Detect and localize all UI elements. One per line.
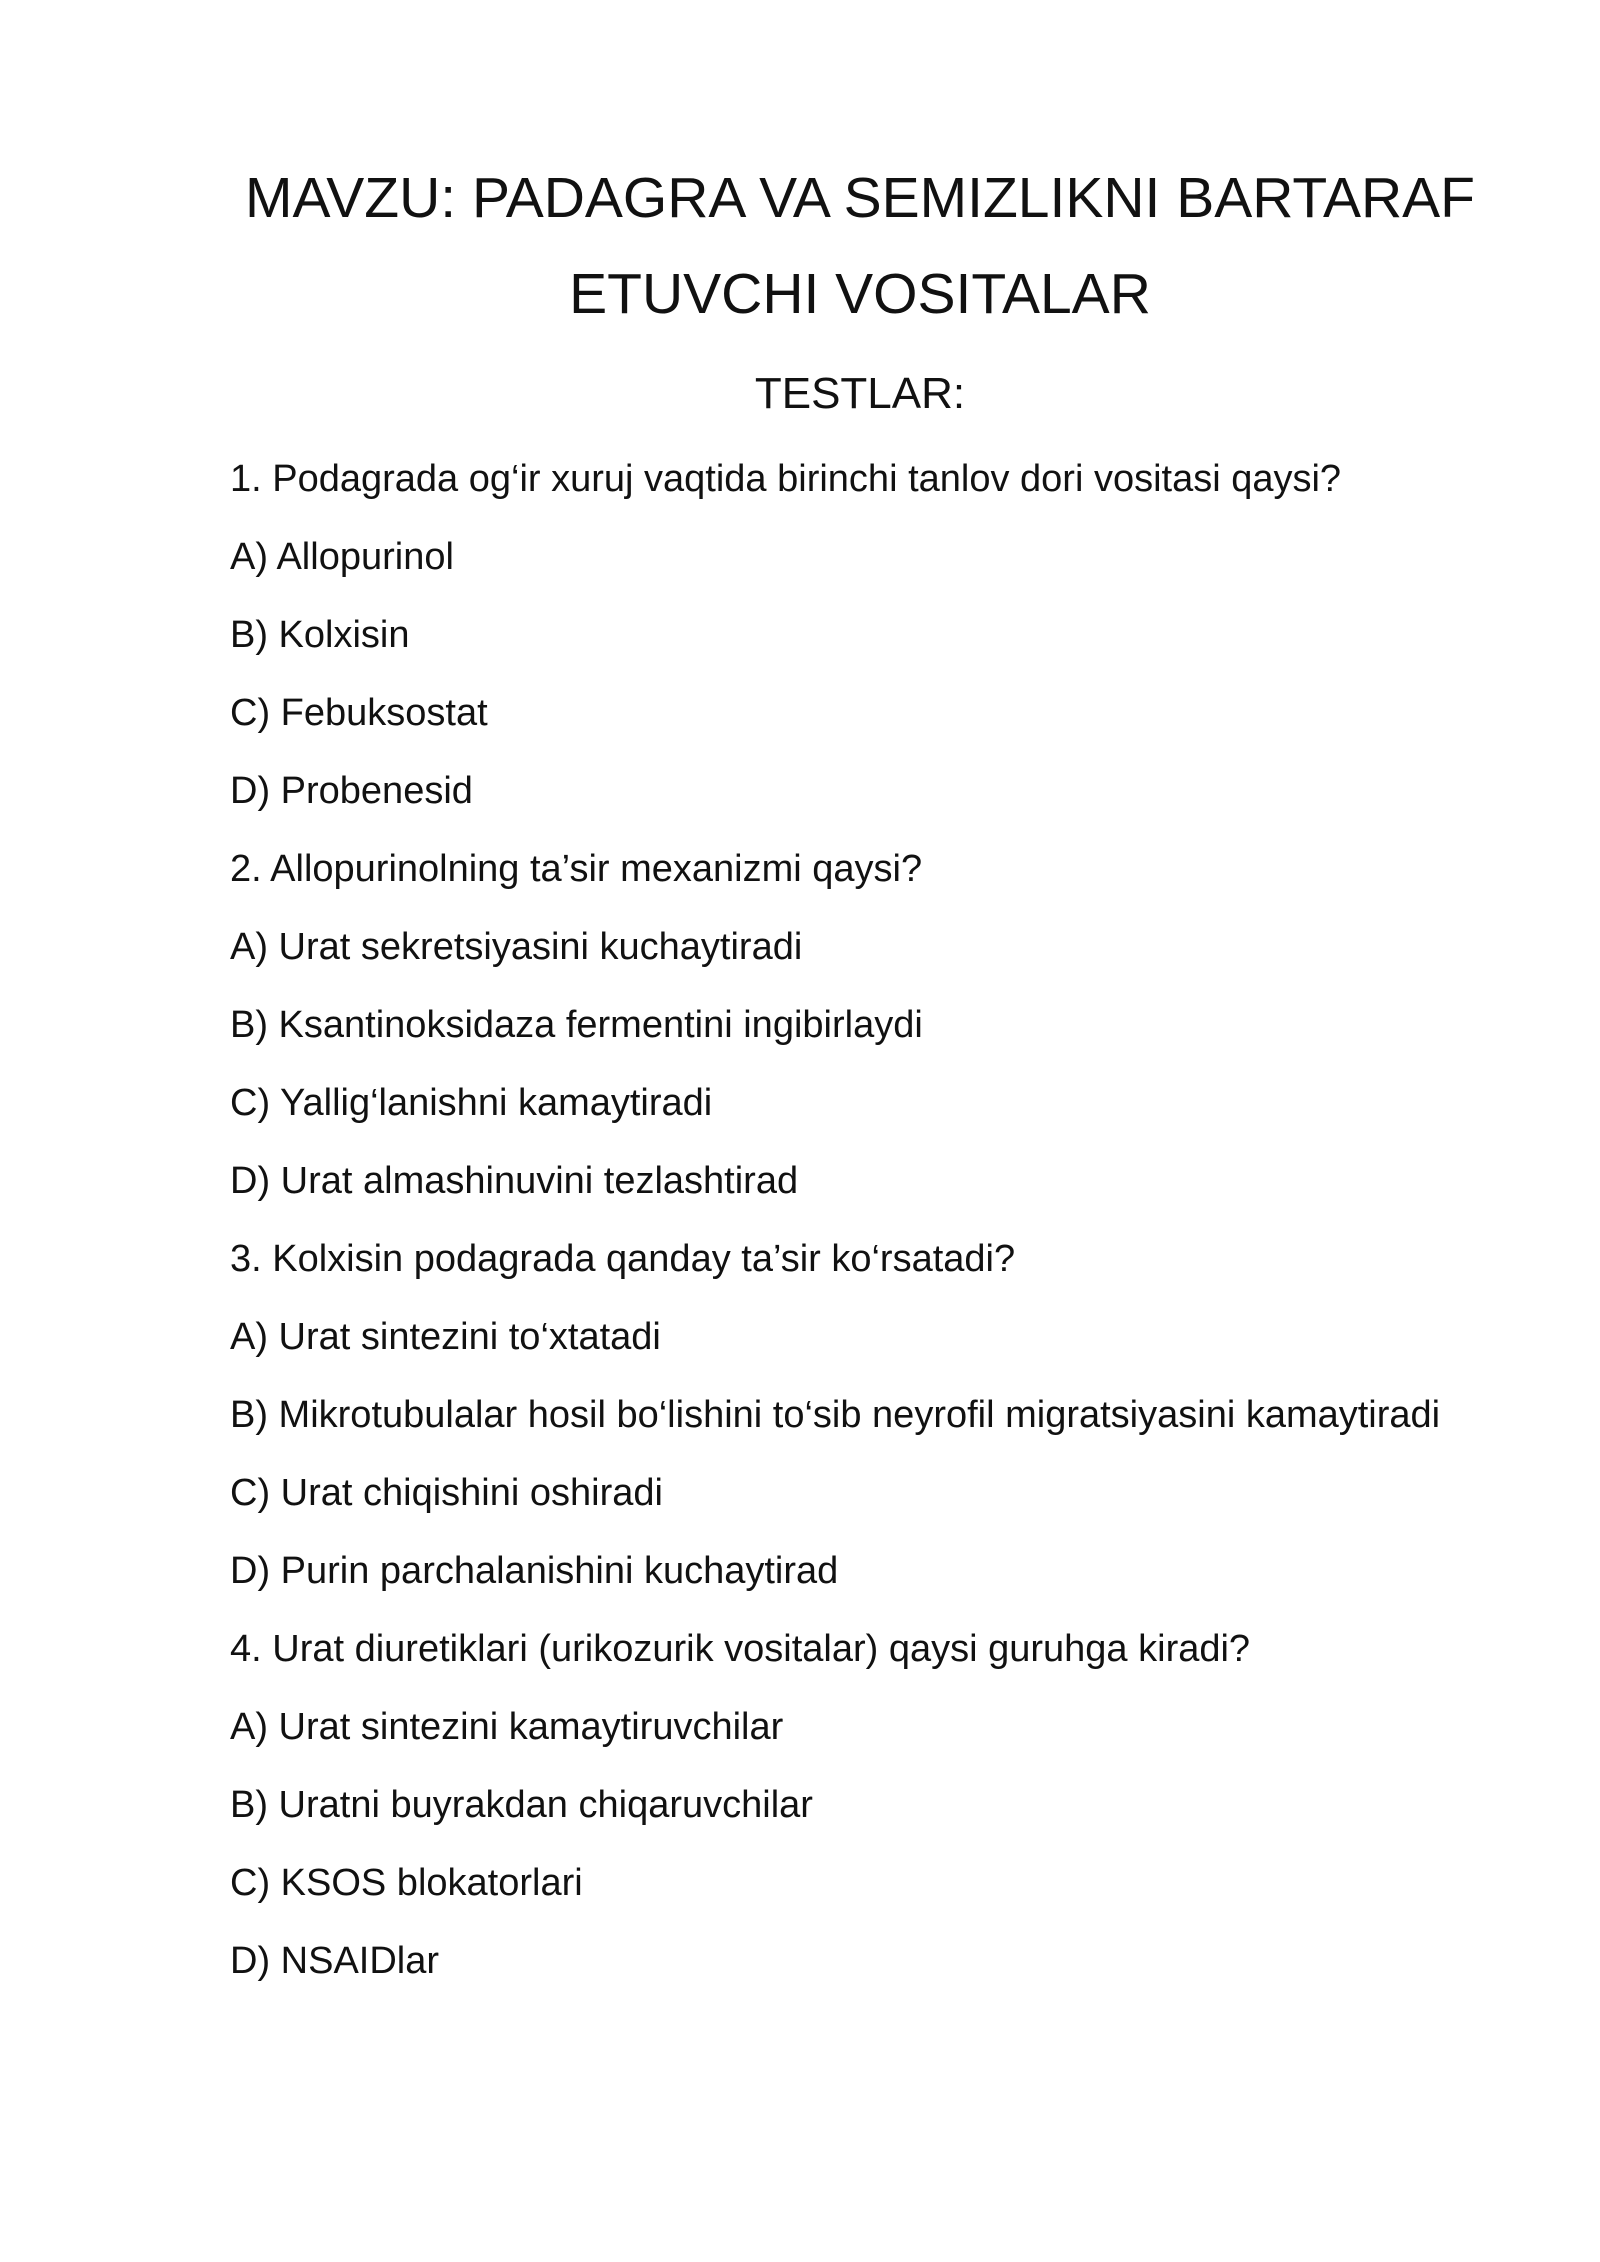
question-2-option-b: B) Ksantinoksidaza fermentini ingibirlaydi: [230, 1004, 923, 1046]
question-3-option-d: D) Purin parchalanishini kuchaytirad: [230, 1550, 839, 1592]
section-heading: TESTLAR:: [754, 369, 966, 418]
question-4-option-b: B) Uratni buyrakdan chiqaruvchilar: [230, 1784, 813, 1826]
question-2: 2. Allopurinolning ta’sir mexanizmi qaysi?: [230, 848, 923, 890]
question-3-option-b: B) Mikrotubulalar hosil bo‘lishini to‘sib neyrofil migratsiyasini kamaytiradi: [230, 1394, 1441, 1436]
question-4-option-a: A) Urat sintezini kamaytiruvchilar: [230, 1706, 784, 1748]
question-1: 1. Podagrada og‘ir xuruj vaqtida birinchi tanlov dori vositasi qaysi?: [230, 458, 1342, 500]
question-1-option-b: B) Kolxisin: [230, 614, 410, 656]
question-4: 4. Urat diuretiklari (urikozurik vositalar) qaysi guruhga kiradi?: [230, 1628, 1251, 1670]
test-questions: [230, 450, 1470, 2010]
question-1-option-a: A) Allopurinol: [230, 536, 454, 578]
question-3: 3. Kolxisin podagrada qanday ta’sir ko‘rsatadi?: [230, 1238, 1016, 1280]
question-4-option-d: D) NSAIDlar: [230, 1940, 440, 1982]
question-1-option-d: D) Probenesid: [230, 770, 473, 812]
question-2-option-a: A) Urat sekretsiyasini kuchaytiradi: [230, 926, 803, 968]
question-2-option-d: D) Urat almashinuvini tezlashtirad: [230, 1160, 799, 1202]
question-1-option-c: C) Febuksostat: [230, 692, 488, 734]
question-3-option-c: C) Urat chiqishini oshiradi: [230, 1472, 663, 1514]
document-title: MAVZU: PADAGRA VA SEMIZLIKNI BARTARAF ETUVCHI VOSITALAR: [245, 166, 1475, 326]
question-2-option-c: C) Yallig‘lanishni kamaytiradi: [230, 1082, 713, 1124]
question-4-option-c: C) KSOS blokatorlari: [230, 1862, 583, 1904]
question-3-option-a: A) Urat sintezini to‘xtatadi: [230, 1316, 661, 1358]
